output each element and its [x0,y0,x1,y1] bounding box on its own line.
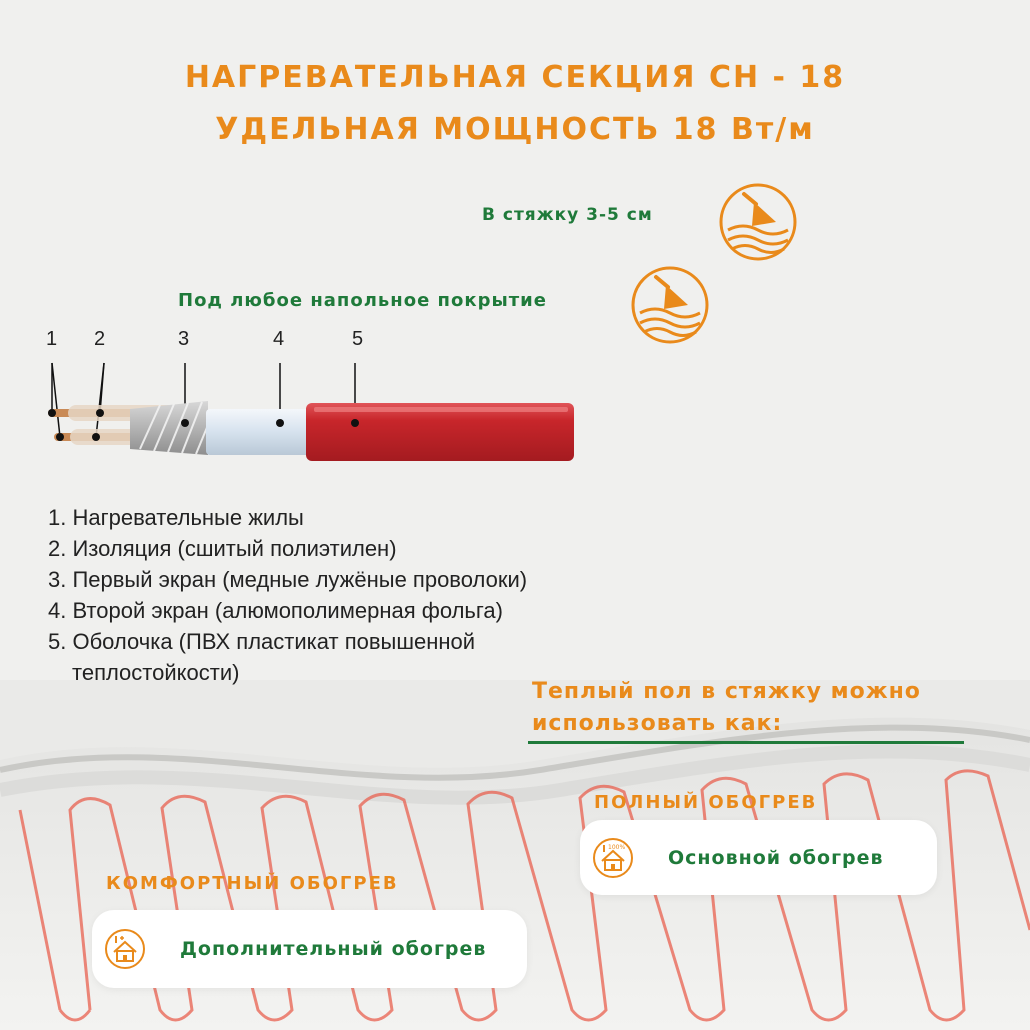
screed-depth-label: В стяжку 3-5 см [482,205,653,225]
legend-item: 5. Оболочка (ПВХ пластикат повышенной [48,629,476,654]
trowel-icon [718,182,798,262]
house-heating-icon [104,928,146,970]
cable-cross-section [30,325,590,470]
usage-heading-line-2: использовать как: [532,711,783,736]
usage-heading-line-1: Теплый пол в стяжку можно [532,679,921,704]
layer-number-2: 2 [94,328,106,350]
any-floor-label: Под любое напольное покрытие [178,290,547,311]
main-heating-card [580,820,937,895]
legend-item: 1. Нагревательные жилы [48,505,304,530]
layer-legend [48,502,527,688]
heading-line-1: НАГРЕВАТЕЛЬНАЯ СЕКЦИЯ СН - 18 [184,60,846,95]
trowel-icon [630,265,710,345]
extra-heating-label: Дополнительный обогрев [180,938,487,960]
layer-number-4: 4 [273,328,285,350]
main-heating-label: Основной обогрев [668,846,884,869]
usage-heading [532,676,921,740]
legend-item: 4. Второй экран (алюмополимерная фольга) [48,598,503,623]
legend-item: 2. Изоляция (сшитый полиэтилен) [48,536,397,561]
heading-line-2: УДЕЛЬНАЯ МОЩНОСТЬ 18 Вт/м [215,112,815,147]
legend-item-continuation: теплостойкости) [72,660,240,685]
legend-item: 3. Первый экран (медные лужёные проволоки) [48,567,528,592]
usage-divider [528,741,964,744]
layer-number-3: 3 [178,328,190,350]
extra-heating-card [92,910,527,988]
house-heating-icon [592,837,634,879]
full-heating-title: ПОЛНЫЙ ОБОГРЕВ [594,792,818,813]
comfort-heating-title: КОМФОРТНЫЙ ОБОГРЕВ [106,873,399,894]
layer-number-1: 1 [46,328,58,350]
full-badge: 100% [608,843,626,851]
layer-number-5: 5 [352,328,364,350]
